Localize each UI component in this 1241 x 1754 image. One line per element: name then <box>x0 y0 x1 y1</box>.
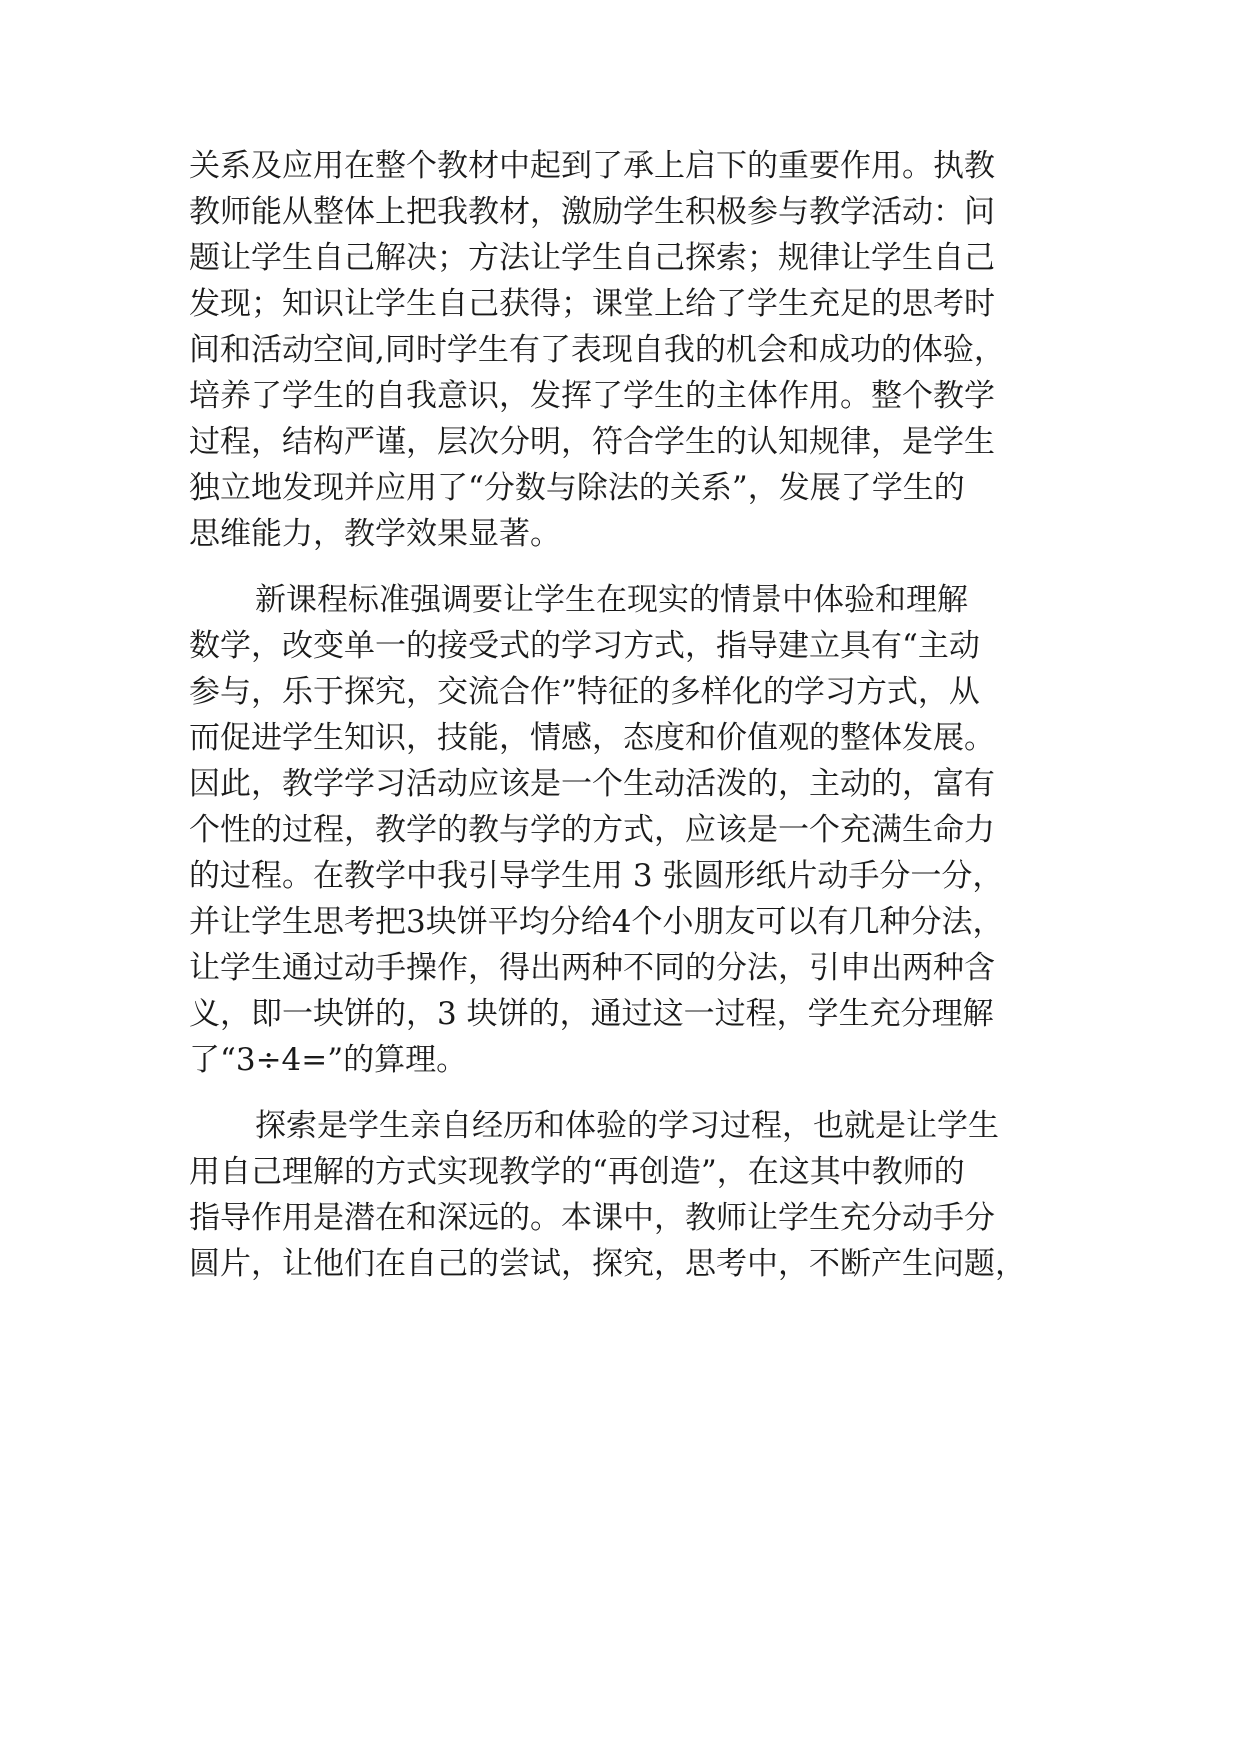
text-line-content: 题让学生自己解决；方法让学生自己探索；规律让学生自己 <box>189 240 995 276</box>
text-line-content: 参与，乐于探究，交流合作”特征的多样化的学习方式，从 <box>189 674 980 710</box>
text-line-content: 用自己理解的方式实现教学的“再创造”，在这其中教师的 <box>189 1154 965 1190</box>
text-line-content: 义，即一块饼的，3 块饼的，通过这一过程，学生充分理解 <box>189 996 994 1032</box>
text-line-content: 独立地发现并应用了“分数与除法的关系”，发展了学生的 <box>189 470 965 506</box>
text-line <box>0 580 1241 620</box>
text-line <box>0 718 1241 758</box>
text-line-content: 而促进学生知识，技能，情感，态度和价值观的整体发展。 <box>189 720 995 756</box>
text-line-content: 过程，结构严谨，层次分明，符合学生的认知规律，是学生 <box>189 424 995 460</box>
text-line <box>0 948 1241 988</box>
text-line-content: 因此，教学学习活动应该是一个生动活泼的，主动的，富有 <box>189 766 995 802</box>
text-line-content: 并让学生思考把3块饼平均分给4个小朋友可以有几种分法， <box>189 904 1004 940</box>
text-line <box>0 192 1241 232</box>
text-line <box>0 672 1241 712</box>
text-line <box>0 514 1241 554</box>
text-line-content: 发现；知识让学生自己获得；课堂上给了学生充足的思考时 <box>189 286 995 322</box>
text-line <box>0 330 1241 370</box>
text-line-content: 了“3÷4=”的算理。 <box>189 1042 468 1078</box>
text-line <box>0 994 1241 1034</box>
text-line <box>0 146 1241 186</box>
text-line <box>0 376 1241 416</box>
text-line <box>0 422 1241 462</box>
text-line-content: 探索是学生亲自经历和体验的学习过程，也就是让学生 <box>255 1108 999 1144</box>
text-line <box>0 284 1241 324</box>
text-line-content: 关系及应用在整个教材中起到了承上启下的重要作用。执教 <box>189 148 995 184</box>
text-line <box>0 764 1241 804</box>
text-line <box>0 1244 1241 1284</box>
text-line-content: 圆片，让他们在自己的尝试，探究，思考中，不断产生问题， <box>189 1246 1026 1282</box>
text-line-content: 教师能从整体上把我教材，激励学生积极参与教学活动：问 <box>189 194 995 230</box>
text-line-content: 思维能力，教学效果显著。 <box>189 516 561 552</box>
text-line-content: 新课程标准强调要让学生在现实的情景中体验和理解 <box>255 582 968 618</box>
text-line <box>0 856 1241 896</box>
text-line <box>0 626 1241 666</box>
text-line <box>0 810 1241 850</box>
text-line-content: 培养了学生的自我意识，发挥了学生的主体作用。整个教学 <box>189 378 995 414</box>
text-line <box>0 1106 1241 1146</box>
text-line-content: 数学，改变单一的接受式的学习方式，指导建立具有“主动 <box>189 628 980 664</box>
text-line <box>0 1198 1241 1238</box>
text-line-content: 指导作用是潜在和深远的。本课中，教师让学生充分动手分 <box>189 1200 995 1236</box>
text-line-content: 个性的过程，教学的教与学的方式，应该是一个充满生命力 <box>189 812 995 848</box>
text-line-content: 让学生通过动手操作，得出两种不同的分法，引申出两种含 <box>189 950 995 986</box>
text-line-content: 间和活动空间,同时学生有了表现自我的机会和成功的体验， <box>189 332 1005 368</box>
text-line-content: 的过程。在教学中我引导学生用 3 张圆形纸片动手分一分， <box>189 858 1004 894</box>
text-line <box>0 1152 1241 1192</box>
text-line <box>0 1040 1241 1080</box>
text-line <box>0 468 1241 508</box>
text-line <box>0 238 1241 278</box>
text-line <box>0 902 1241 942</box>
